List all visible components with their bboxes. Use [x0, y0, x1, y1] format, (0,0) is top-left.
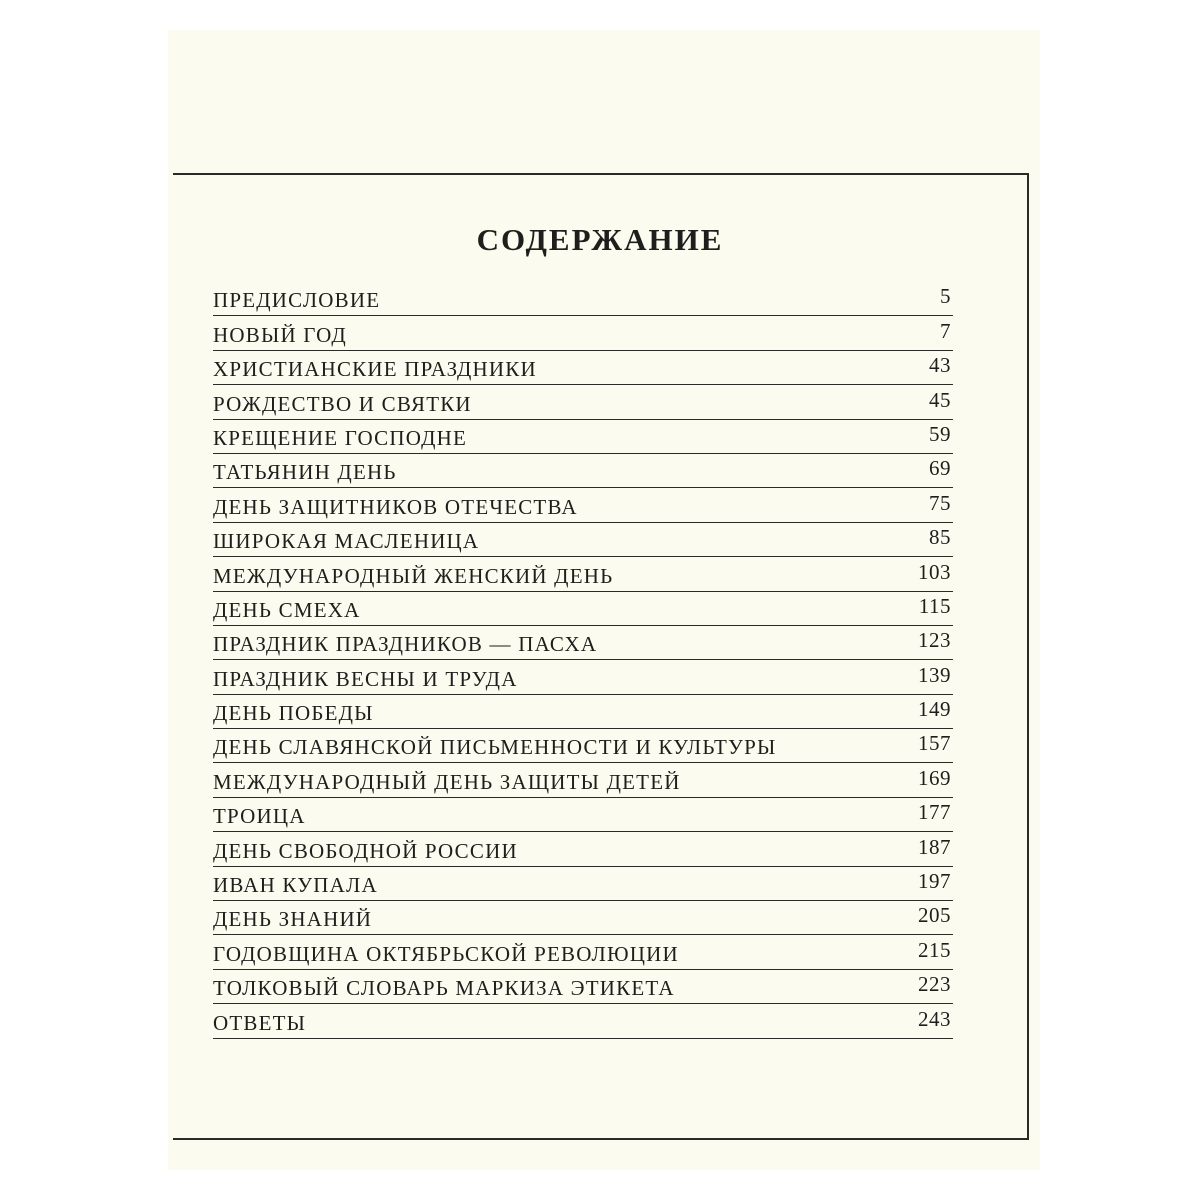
toc-entry: [213, 557, 953, 591]
toc-entry: [213, 626, 953, 660]
toc-entry-page-number: 115: [918, 593, 951, 618]
toc-entry-title: МЕЖДУНАРОДНЫЙ ДЕНЬ ЗАЩИТЫ ДЕТЕЙ: [213, 769, 681, 794]
toc-entry: [213, 832, 953, 866]
toc-entry: [213, 351, 953, 385]
toc-entry-page-number: 43: [929, 353, 951, 378]
toc-entry-title: КРЕЩЕНИЕ ГОСПОДНЕ: [213, 425, 467, 450]
toc-entry: [213, 867, 953, 901]
toc-entry-page-number: 85: [929, 525, 951, 550]
toc-entry-page-number: 215: [918, 937, 951, 962]
toc-entry-page-number: 75: [929, 490, 951, 515]
toc-entry-title: ДЕНЬ СМЕХА: [213, 597, 361, 622]
toc-entry-title: ПРАЗДНИК ПРАЗДНИКОВ — ПАСХА: [213, 632, 598, 657]
toc-entry-title: ДЕНЬ ЗНАНИЙ: [213, 907, 373, 932]
toc-entry: [213, 970, 953, 1004]
toc-entry-page-number: 103: [918, 559, 951, 584]
toc-entry: [213, 454, 953, 488]
toc-entry-page-number: 197: [918, 869, 951, 894]
toc-entry-page-number: 187: [918, 834, 951, 859]
toc-entry-page-number: 123: [918, 628, 951, 653]
toc-entry: [213, 488, 953, 522]
toc-entry-page-number: 7: [940, 318, 951, 343]
page-title: СОДЕРЖАНИЕ: [476, 222, 724, 257]
table-of-contents: [213, 282, 953, 1039]
toc-entry-title: ДЕНЬ СВОБОДНОЙ РОССИИ: [213, 838, 518, 863]
toc-entry: [213, 935, 953, 969]
toc-entry-title: ШИРОКАЯ МАСЛЕНИЦА: [213, 529, 480, 554]
toc-entry-page-number: 243: [918, 1006, 951, 1031]
toc-entry-page-number: 45: [929, 387, 951, 412]
toc-entry-page-number: 157: [918, 731, 951, 756]
toc-entry: [213, 798, 953, 832]
toc-entry-title: ДЕНЬ СЛАВЯНСКОЙ ПИСЬМЕННОСТИ И КУЛЬТУРЫ: [213, 735, 777, 760]
toc-entry: [213, 729, 953, 763]
toc-entry-title: МЕЖДУНАРОДНЫЙ ЖЕНСКИЙ ДЕНЬ: [213, 563, 614, 588]
toc-entry: [213, 523, 953, 557]
toc-entry-page-number: 139: [918, 662, 951, 687]
toc-entry: [213, 592, 953, 626]
toc-entry-page-number: 177: [918, 800, 951, 825]
toc-entry-title: НОВЫЙ ГОД: [213, 322, 347, 347]
toc-entry: [213, 763, 953, 797]
toc-entry-title: ПРАЗДНИК ВЕСНЫ И ТРУДА: [213, 666, 518, 691]
toc-entry-page-number: 205: [918, 903, 951, 928]
toc-entry-title: ИВАН КУПАЛА: [213, 873, 378, 898]
toc-entry-page-number: 169: [918, 765, 951, 790]
toc-entry-page-number: 149: [918, 697, 951, 722]
toc-entry-page-number: 69: [929, 456, 951, 481]
toc-entry-title: ТАТЬЯНИН ДЕНЬ: [213, 460, 397, 485]
toc-entry-title: ПРЕДИСЛОВИЕ: [213, 288, 381, 313]
toc-entry: [213, 385, 953, 419]
toc-entry: [213, 282, 953, 316]
toc-entry-title: ТОЛКОВЫЙ СЛОВАРЬ МАРКИЗА ЭТИКЕТА: [213, 976, 675, 1001]
toc-entry: [213, 660, 953, 694]
toc-entry-title: ДЕНЬ ПОБЕДЫ: [213, 701, 374, 726]
toc-entry-title: ХРИСТИАНСКИЕ ПРАЗДНИКИ: [213, 357, 537, 382]
toc-entry: [213, 316, 953, 350]
toc-entry: [213, 901, 953, 935]
toc-entry-title: ТРОИЦА: [213, 804, 306, 829]
toc-entry-page-number: 223: [918, 972, 951, 997]
toc-entry-title: ДЕНЬ ЗАЩИТНИКОВ ОТЕЧЕСТВА: [213, 494, 578, 519]
toc-entry-title: ОТВЕТЫ: [213, 1010, 307, 1035]
toc-entry: [213, 1004, 953, 1038]
toc-entry-title: РОЖДЕСТВО И СВЯТКИ: [213, 391, 472, 416]
toc-entry-page-number: 5: [940, 284, 951, 309]
toc-entry: [213, 695, 953, 729]
toc-entry: [213, 420, 953, 454]
toc-entry-page-number: 59: [929, 421, 951, 446]
toc-entry-title: ГОДОВЩИНА ОКТЯБРЬСКОЙ РЕВОЛЮЦИИ: [213, 941, 679, 966]
